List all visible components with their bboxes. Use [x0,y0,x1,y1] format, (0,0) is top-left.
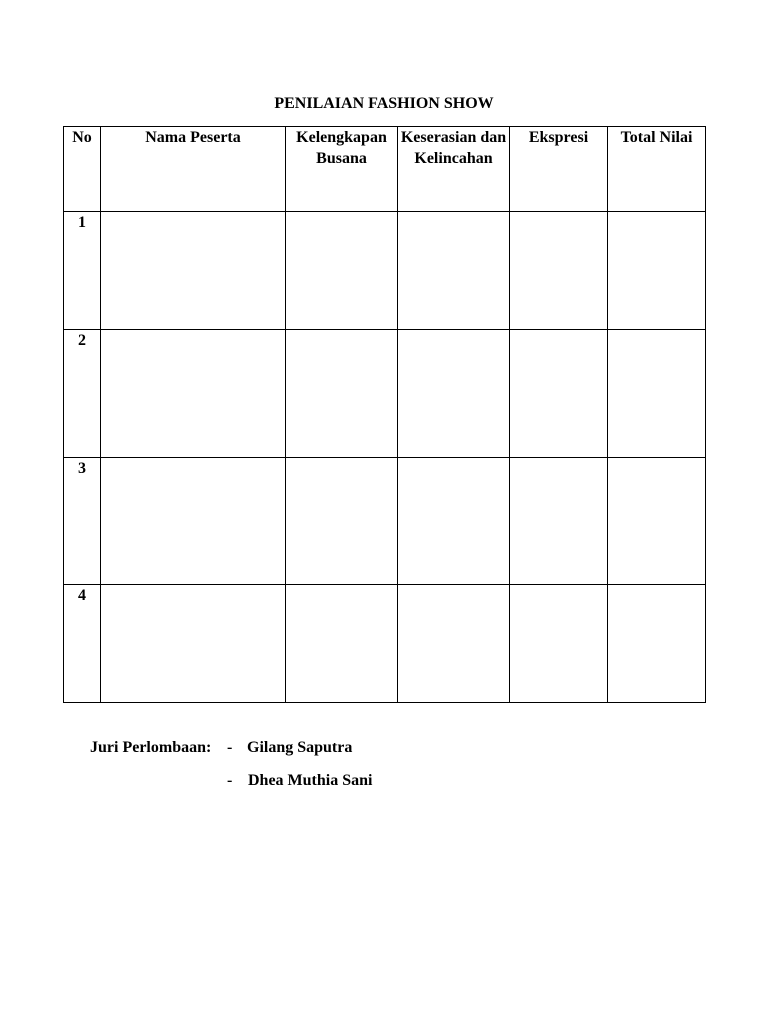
keserasian-kelincahan-cell [398,212,510,330]
table-header-row [64,127,706,212]
table-row [64,585,706,703]
header-nama-peserta: Nama Peserta [101,127,286,212]
table-row [64,458,706,585]
kelengkapan-busana-cell [286,585,398,703]
header-ekspresi: Ekspresi [510,127,608,212]
nama-peserta-cell [101,330,286,458]
keserasian-kelincahan-cell [398,458,510,585]
juri-name-1: Gilang Saputra [247,739,353,756]
header-kelengkapan-busana: Kelengkapan Busana [286,127,398,212]
table-row [64,330,706,458]
score-table [63,126,706,703]
total-nilai-cell [608,212,706,330]
total-nilai-cell [608,585,706,703]
ekspresi-cell [510,212,608,330]
ekspresi-cell [510,585,608,703]
total-nilai-cell [608,330,706,458]
juri-bullet: - [227,772,233,789]
ekspresi-cell [510,330,608,458]
row-number: 2 [64,330,101,458]
juri-name-2: Dhea Muthia Sani [248,772,373,789]
kelengkapan-busana-cell [286,212,398,330]
nama-peserta-cell [101,212,286,330]
juri-label: Juri Perlombaan: [90,739,212,756]
juri-bullet: - [227,739,233,756]
header-keserasian-kelincahan: Keserasian dan Kelincahan [398,127,510,212]
header-no: No [64,127,101,212]
nama-peserta-cell [101,458,286,585]
nama-peserta-cell [101,585,286,703]
keserasian-kelincahan-cell [398,330,510,458]
kelengkapan-busana-cell [286,330,398,458]
row-number: 1 [64,212,101,330]
row-number: 4 [64,585,101,703]
row-number: 3 [64,458,101,585]
total-nilai-cell [608,458,706,585]
header-total-nilai: Total Nilai [608,127,706,212]
document-title: PENILAIAN FASHION SHOW [274,95,494,112]
kelengkapan-busana-cell [286,458,398,585]
keserasian-kelincahan-cell [398,585,510,703]
table-row [64,212,706,330]
ekspresi-cell [510,458,608,585]
